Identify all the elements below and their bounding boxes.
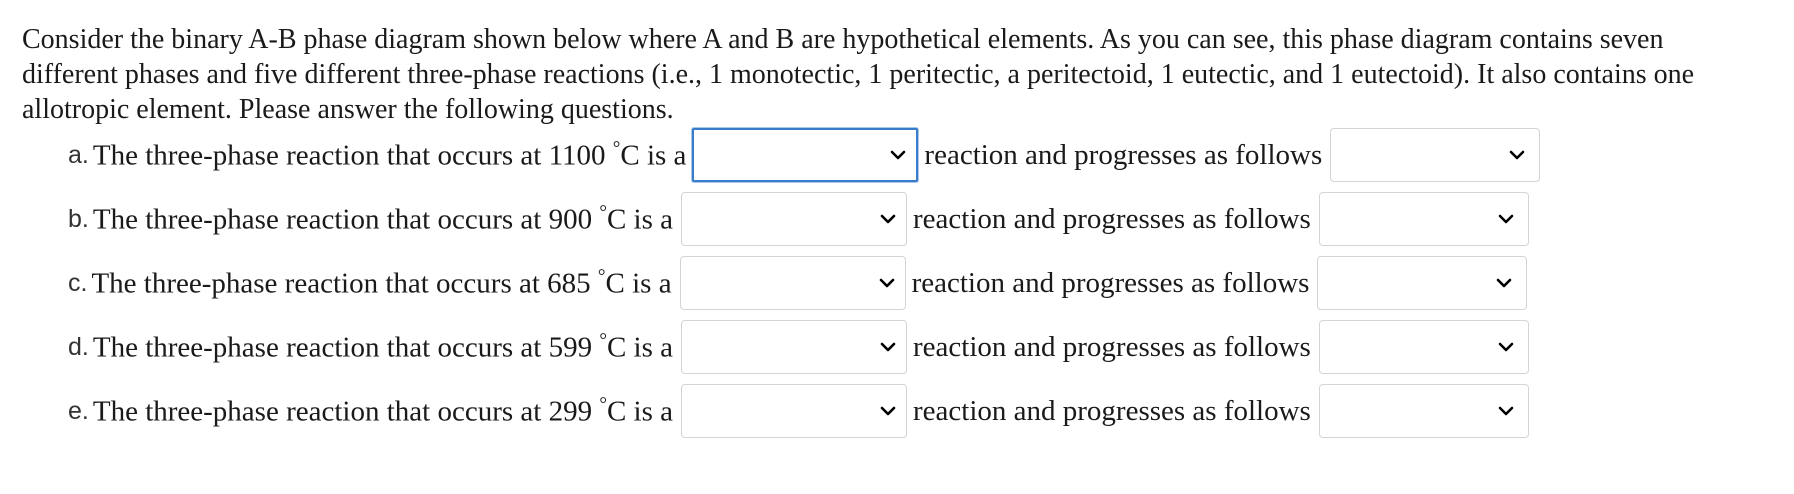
chevron-down-icon — [1496, 275, 1512, 291]
question-a — [68, 128, 1546, 182]
chevron-down-icon — [879, 275, 895, 291]
progression-select[interactable] — [1330, 128, 1540, 182]
follows-text: reaction and progresses as follows — [913, 394, 1311, 427]
progression-select[interactable] — [1317, 256, 1527, 310]
question-text: The three-phase reaction that occurs at 685 °C is a — [91, 265, 672, 300]
chevron-down-icon — [1498, 339, 1514, 355]
reaction-type-select[interactable] — [680, 256, 906, 310]
degree-symbol: ° — [599, 393, 607, 415]
question-c — [68, 256, 1533, 310]
reaction-type-select[interactable] — [681, 384, 907, 438]
chevron-down-icon — [1509, 147, 1525, 163]
question-text: The three-phase reaction that occurs at 299 °C is a — [92, 393, 673, 428]
chevron-down-icon — [1498, 403, 1514, 419]
follows-text: reaction and progresses as follows — [913, 202, 1311, 235]
question-d — [68, 320, 1535, 374]
degree-symbol: ° — [597, 265, 606, 287]
question-letter: c. — [68, 268, 88, 297]
chevron-down-icon — [880, 339, 896, 355]
question-text: The three-phase reaction that occurs at 900 °C is a — [92, 201, 673, 236]
question-letter: d. — [68, 332, 89, 361]
intro-paragraph: Consider the binary A-B phase diagram shown below where A and B are hypothetical elements. As you can see, this phase diagram contains seven different phases and five different three-phase reactions (i.e., 1 monotectic, 1 peritectic, a peritectoid, 1 eutectic, and 1 eutectoid). It also contains one allotropic element. Please answer the following questions. — [22, 24, 1695, 125]
follows-text: reaction and progresses as follows — [911, 266, 1310, 299]
chevron-down-icon — [1498, 211, 1514, 227]
reaction-type-select[interactable] — [681, 320, 907, 374]
question-letter: b. — [68, 204, 89, 233]
follows-text: reaction and progresses as follows — [913, 330, 1311, 363]
progression-select[interactable] — [1319, 320, 1529, 374]
chevron-down-icon — [880, 211, 896, 227]
degree-symbol: ° — [599, 329, 607, 351]
question-letter: e. — [68, 396, 89, 425]
reaction-type-select[interactable] — [681, 192, 907, 246]
progression-select[interactable] — [1319, 384, 1529, 438]
follows-text: reaction and progresses as follows — [924, 138, 1323, 171]
question-text: The three-phase reaction that occurs at 1100 °C is a — [92, 137, 687, 172]
question-e — [68, 384, 1535, 438]
chevron-down-icon — [880, 403, 896, 419]
reaction-type-select[interactable] — [692, 128, 918, 182]
question-letter: a. — [68, 140, 89, 169]
progression-select[interactable] — [1319, 192, 1529, 246]
chevron-down-icon — [890, 147, 906, 163]
question-b — [68, 192, 1535, 246]
degree-symbol: ° — [599, 201, 607, 223]
degree-symbol: ° — [612, 137, 621, 159]
question-text: The three-phase reaction that occurs at 599 °C is a — [92, 329, 673, 364]
